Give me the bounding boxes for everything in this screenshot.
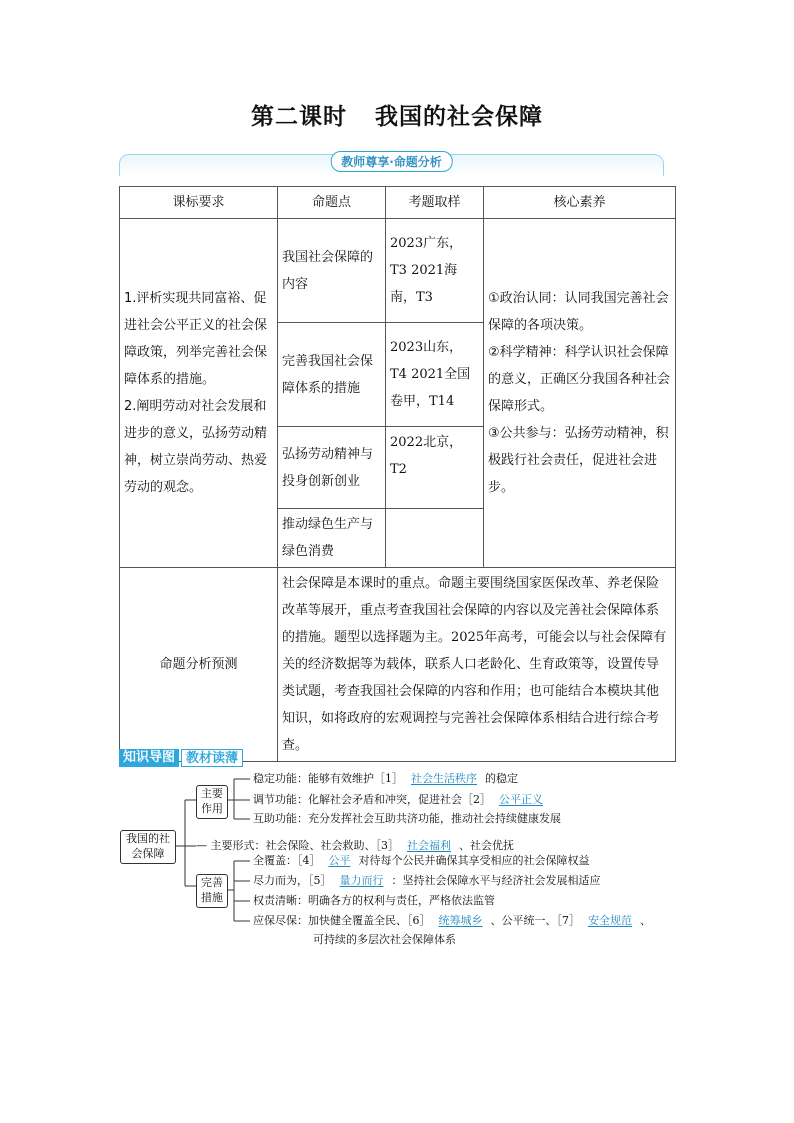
banner-label: 教师尊享·命题分析 (330, 151, 453, 172)
requirement-1: 1.评析实现共同富裕、促进社会公平正义的社会保障政策，列举完善社会保障体系的措施。 (124, 291, 268, 387)
role-mutual: 互助功能：充分发挥社会互助共济功能，推动社会持续健康发展 (253, 812, 561, 825)
header-sample: 考题取样 (386, 187, 484, 219)
role-stable: 稳定功能：能够有效维护［1］ 社会生活秩序 的稳定 (253, 772, 518, 785)
header-point: 命题点 (278, 187, 386, 219)
measure-capacity: 尽力而为，［5］ 量力而行 ：坚持社会保障水平与经济社会发展相适应 (253, 874, 601, 887)
header-requirement: 课标要求 (120, 187, 278, 219)
measure-coverage: 全覆盖：［4］ 公平 对待每个公民并确保其享受相应的社会保障权益 (253, 854, 590, 867)
role-node: 主要作用 (196, 785, 228, 819)
sample-1: 2023广东，T3 2021海南，T3 (386, 219, 484, 323)
point-2: 完善我国社会保障体系的措施 (278, 323, 386, 427)
sample-3: 2022北京，T2 (386, 427, 484, 509)
header-literacy: 核心素养 (484, 187, 676, 219)
forms-branch: — 主要形式：社会保险、社会救助、［3］ 社会福利 、社会优抚 (196, 839, 514, 852)
forecast-label: 命题分析预测 (120, 568, 278, 762)
role-adjust: 调节功能：化解社会矛盾和冲突，促进社会［2］ 公平正义 (253, 793, 543, 806)
forecast-text: 社会保障是本课时的重点。命题主要围绕国家医保改革、养老保险改革等展开，重点考查我国社会保障的内容以及完善社会保障体系的措施。题型以选择题为主。2025年高考，可能会以与社会保障有关的经济数据等为载体，联系人口老龄化、生育政策等，设置传导类试题，考查我国社会保障的内容和作用；也可能结合本模块其他知识，如将政府的宏观调控与完善社会保障体系相结合进行综合考查。 (278, 568, 676, 762)
measure-full-line2: 可持续的多层次社会保障体系 (313, 933, 456, 946)
page-title: 第二课时 我国的社会保障 (251, 103, 543, 130)
tag-textbook: 教材读薄 (181, 749, 243, 767)
point-3: 弘扬劳动精神与投身创新创业 (278, 427, 386, 509)
literacy-2: ②科学精神：科学认识社会保障的意义，正确区分我国各种社会保障形式。 (488, 345, 671, 414)
tag-knowledge-map: 知识导图 (119, 749, 179, 767)
point-4: 推动绿色生产与绿色消费 (278, 509, 386, 568)
measure-responsibility: 权责清晰：明确各方的权利与责任，严格依法监管 (253, 894, 495, 907)
root-node: 我国的社会保障 (120, 830, 176, 864)
point-1: 我国社会保障的内容 (278, 219, 386, 323)
measure-node: 完善措施 (196, 874, 228, 908)
sample-2: 2023山东，T4 2021全国卷甲，T14 (386, 323, 484, 427)
requirement-2: 2.阐明劳动对社会发展和进步的意义，弘扬劳动精神，树立崇尚劳动、热爱劳动的观念。 (124, 399, 268, 495)
measure-full: 应保尽保：加快健全覆盖全民、［6］ 统筹城乡 、公平统一、［7］ 安全规范 、 (253, 914, 651, 927)
literacy-3: ③公共参与：弘扬劳动精神，积极践行社会责任，促进社会进步。 (488, 426, 669, 495)
literacy-1: ①政治认同：认同我国完善社会保障的各项决策。 (488, 291, 669, 333)
